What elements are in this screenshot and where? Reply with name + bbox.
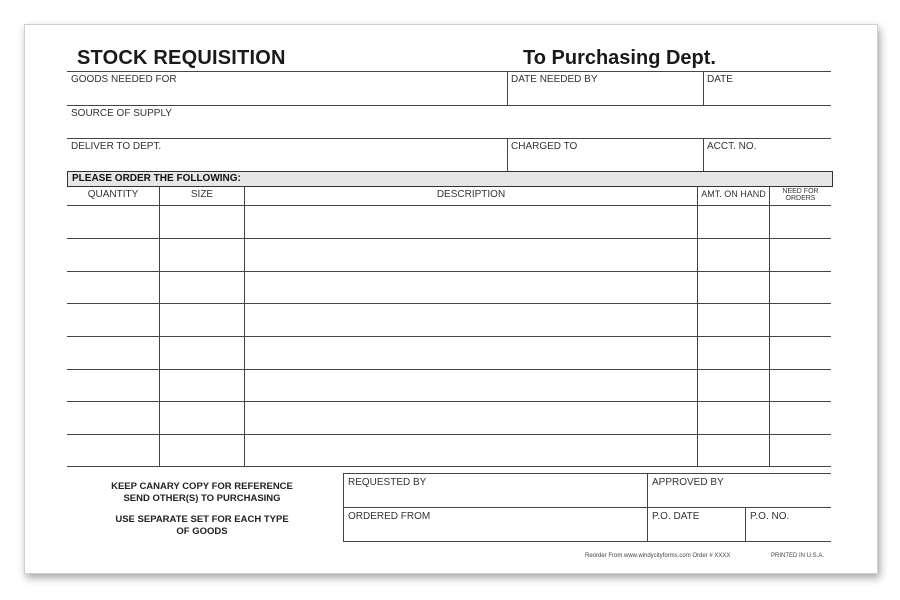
acct-no-label: ACCT. NO. [707, 141, 757, 152]
note-line: KEEP CANARY COPY FOR REFERENCE [111, 481, 293, 492]
requested-by-label: REQUESTED BY [348, 477, 427, 488]
charged-to-label: CHARGED TO [511, 141, 578, 152]
table-row[interactable] [67, 272, 831, 303]
table-row[interactable] [67, 435, 831, 466]
po-no-label: P.O. NO. [750, 511, 790, 522]
po-date-field[interactable] [652, 523, 742, 539]
note-line: USE SEPARATE SET FOR EACH TYPE [115, 514, 289, 525]
date-label: DATE [707, 74, 733, 85]
row-rule [67, 105, 831, 106]
goods-needed-for-field[interactable] [71, 85, 501, 103]
reorder-info: Reorder From www.windycityforms.com Order # XXXX [585, 553, 731, 559]
need-for-label: NEED FOR [782, 188, 819, 195]
column-header-amt-on-hand: AMT. ON HAND [701, 189, 766, 199]
deliver-to-dept-label: DELIVER TO DEPT. [71, 141, 162, 152]
approved-by-field[interactable] [652, 489, 827, 505]
table-row[interactable] [67, 304, 831, 336]
ordered-from-label: ORDERED FROM [348, 511, 431, 522]
po-no-field[interactable] [750, 523, 827, 539]
requisition-form-sheet [24, 24, 878, 574]
date-field[interactable] [707, 85, 827, 103]
column-header-size: SIZE [190, 189, 214, 200]
form-title: STOCK REQUISITION [77, 47, 286, 69]
signoff-bottom-rule [343, 541, 831, 542]
charged-to-field[interactable] [511, 152, 699, 169]
signoff-top-rule [343, 473, 831, 474]
source-of-supply-label: SOURCE OF SUPPLY [71, 108, 172, 119]
requested-by-field[interactable] [348, 489, 643, 505]
po-date-label: P.O. DATE [652, 511, 700, 522]
signoff-mid-rule [343, 507, 831, 508]
separate-set-instructions [77, 514, 327, 538]
form-recipient: To Purchasing Dept. [523, 47, 716, 69]
header-divider [507, 71, 508, 105]
approved-by-label: APPROVED BY [652, 477, 724, 488]
signoff-divider [647, 473, 648, 541]
column-header-description: DESCRIPTION [436, 189, 506, 200]
header-divider [507, 138, 508, 171]
header-divider [703, 138, 704, 171]
note-line: SEND OTHER(S) TO PURCHASING [123, 493, 281, 504]
table-row[interactable] [67, 370, 831, 401]
ordered-from-field[interactable] [348, 523, 643, 539]
signoff-divider [745, 507, 746, 541]
printed-in-usa: PRINTED IN U.S.A. [771, 553, 825, 559]
note-line: OF GOODS [176, 526, 228, 537]
column-header-need-for-orders [770, 188, 831, 202]
goods-needed-for-label: GOODS NEEDED FOR [71, 74, 177, 85]
table-row[interactable] [67, 239, 831, 271]
copy-instructions [77, 481, 327, 505]
acct-no-field[interactable] [707, 152, 827, 169]
deliver-to-dept-field[interactable] [71, 152, 501, 169]
orders-label: ORDERS [785, 195, 816, 202]
order-section-heading [67, 171, 833, 187]
table-row[interactable] [67, 402, 831, 434]
column-header-quantity: QUANTITY [87, 189, 139, 200]
row-rule [67, 138, 831, 139]
table-row[interactable] [67, 206, 831, 238]
source-of-supply-field[interactable] [71, 119, 827, 137]
table-row[interactable] [67, 337, 831, 369]
table-bottom-rule [67, 466, 831, 467]
order-section-heading-text: PLEASE ORDER THE FOLLOWING: [72, 173, 241, 184]
date-needed-by-field[interactable] [511, 85, 699, 103]
date-needed-by-label: DATE NEEDED BY [511, 74, 598, 85]
header-divider [703, 71, 704, 105]
header-top-rule [67, 71, 831, 72]
